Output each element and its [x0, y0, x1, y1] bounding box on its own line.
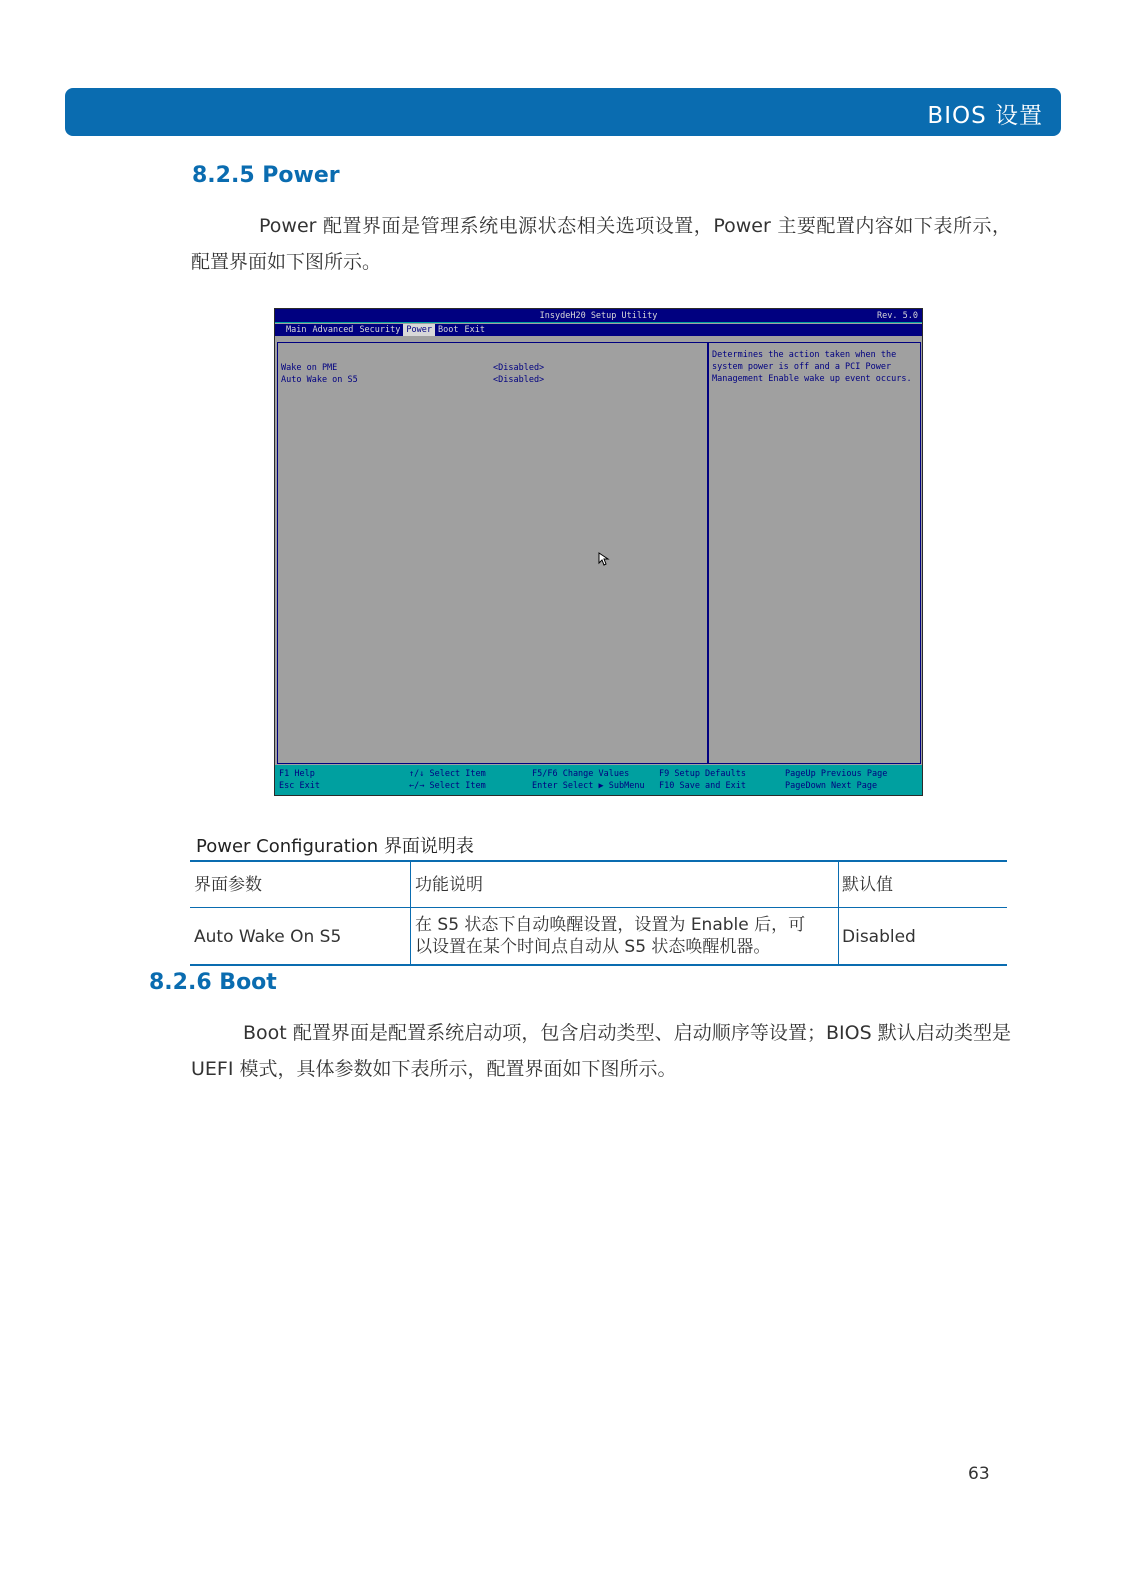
boot-intro-paragraph — [191, 1015, 1011, 1087]
bios-key-select-menu: ←/→ Select Item — [409, 781, 486, 791]
bios-footer — [275, 765, 922, 795]
bios-title: InsydeH20 Setup Utility — [539, 311, 658, 321]
bios-key-enter: Enter Select ▶ SubMenu — [532, 781, 645, 791]
mouse-cursor-icon — [598, 552, 610, 566]
bios-menu-power[interactable]: Power — [403, 324, 435, 336]
bios-key-select-item: ↑/↓ Select Item — [409, 769, 486, 779]
table-header-param: 界面参数 — [194, 875, 262, 895]
bios-menu-security[interactable]: Security — [359, 325, 401, 335]
table-bottom-rule — [190, 964, 1007, 966]
power-section-heading: 8.2.5 Power — [192, 163, 340, 188]
table-cell-desc-line2: 以设置在某个时间点自动从 S5 状态唤醒机器。 — [415, 937, 771, 957]
power-intro-paragraph — [191, 208, 1011, 280]
bios-key-pageup: PageUp Previous Page — [785, 769, 888, 779]
bios-menu-main[interactable]: Main — [286, 325, 307, 335]
bios-key-change-values: F5/F6 Change Values — [532, 769, 630, 779]
boot-intro-text: Boot 配置界面是配置系统启动项，包含启动类型、启动顺序等设置；BIOS 默认启动类型是 UEFI 模式，具体参数如下表所示，配置界面如下图所示。 — [191, 1022, 1011, 1080]
bios-help-text: Determines the action taken when the system power is off and a PCI Power Management Enable wake up event occurs. — [712, 350, 912, 384]
bios-menu-boot[interactable]: Boot — [437, 325, 459, 335]
page-number: 63 — [968, 1464, 990, 1484]
header-bar — [65, 88, 1061, 136]
bios-revision: Rev. 5.0 — [877, 311, 918, 321]
bios-options-panel — [277, 342, 708, 764]
bios-menu-bar — [275, 324, 922, 336]
bios-help-panel — [708, 342, 921, 764]
bios-option-label[interactable]: Auto Wake on S5 — [281, 375, 358, 385]
bios-key-help: F1 Help — [279, 769, 315, 779]
table-cell-default: Disabled — [842, 927, 916, 947]
bios-screenshot — [274, 308, 923, 796]
bios-menu-advanced[interactable]: Advanced — [312, 325, 354, 335]
bios-title-bar — [275, 309, 922, 323]
table-header-default: 默认值 — [842, 875, 893, 895]
table-col-divider — [838, 860, 839, 966]
bios-option-value[interactable]: <Disabled> — [493, 363, 545, 373]
table-cell-desc-line1: 在 S5 状态下自动唤醒设置，设置为 Enable 后，可 — [415, 915, 806, 935]
bios-key-defaults: F9 Setup Defaults — [659, 769, 746, 779]
bios-menu-exit[interactable]: Exit — [464, 325, 485, 335]
power-intro-text: Power 配置界面是管理系统电源状态相关选项设置，Power 主要配置内容如下表所示，配置界面如下图所示。 — [191, 215, 1011, 273]
bios-key-exit: Esc Exit — [279, 781, 320, 791]
bios-key-save-exit: F10 Save and Exit — [659, 781, 746, 791]
table-top-rule — [190, 860, 1007, 862]
table-header-rule — [190, 907, 1007, 908]
table-col-divider — [410, 860, 411, 966]
bios-option-value[interactable]: <Disabled> — [493, 375, 545, 385]
table-cell-param: Auto Wake On S5 — [194, 927, 342, 947]
header-title: BIOS 设置 — [927, 103, 1043, 129]
boot-section-heading: 8.2.6 Boot — [149, 970, 277, 995]
bios-key-pagedown: PageDown Next Page — [785, 781, 878, 791]
bios-option-label[interactable]: Wake on PME — [281, 363, 338, 373]
table-header-desc: 功能说明 — [415, 875, 483, 895]
table-caption: Power Configuration 界面说明表 — [196, 836, 474, 857]
